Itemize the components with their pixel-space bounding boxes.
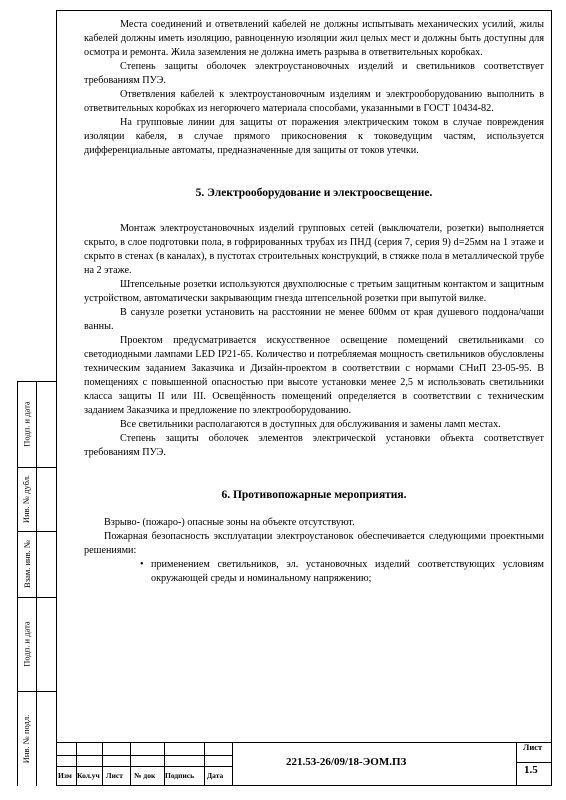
col-n-dok: № док (134, 771, 156, 780)
document-code: 221.53-26/09/18-ЭОМ.ПЗ (286, 756, 407, 768)
document-body (84, 18, 544, 586)
bullet-item (84, 558, 544, 586)
sheet-number: 1.5 (524, 764, 538, 776)
title-block (56, 742, 552, 786)
paragraph: Места соединений и ответвлений кабелей не должны испытывать механических усилий, жилы кабелей должны иметь изоляцию, равноценную изоляции жил целых мест и должны быть доступны для осмотра и ремонта. Жила заземления не должна иметь разрыва в ответвительных коробках. (84, 19, 544, 58)
side-stamp (17, 381, 56, 786)
paragraph: Ответвления кабелей к электроустановочным изделиям и электрооборудованию выполнить в ответвительных коробках из негорючего материала способами, указанными в ГОСТ 10434-82. (84, 89, 544, 114)
bullet-text: применением светильников, эл. установочных изделий соответствующих условиям окружающей среды и номинальному напряжению; (151, 559, 544, 584)
section-5-title: 5. Электрооборудование и электроосвещение. (195, 187, 433, 199)
col-data: Дата (207, 771, 224, 780)
paragraph: Все светильники располагаются в доступных для обслуживания и замены ламп местах. (120, 419, 501, 430)
col-kol-uch: Кол.уч (77, 771, 100, 780)
sheet-label: Лист (523, 742, 543, 752)
paragraph: Взрыво- (пожаро-) опасные зоны на объекте отсутствуют. (104, 517, 355, 528)
paragraph: Степень защиты оболочек элементов электрической установки объекта соответствует требованиям ПУЭ. (84, 433, 544, 458)
paragraph: Штепсельные розетки используются двухполюсные с третьим защитным контактом и защитным устройством, автоматически закрывающим гнезда штепсельной розетки при выпутой вилке. (84, 279, 544, 304)
side-label-inv-podl: Инв. № подл. (21, 714, 32, 763)
side-label-podp-data: Подп. и дата (21, 401, 32, 447)
section-6-title: 6. Противопожарные мероприятия. (221, 489, 407, 501)
col-podpis: Подпись (165, 771, 195, 780)
paragraph: Монтаж электроустановочных изделий групповых сетей (выключатели, розетки) выполняется скрыто, в слое подготовки пола, в гофрированных трубах из ПНД (серия 7, серия 9) d=25мм на 1 этаже и скрыто в стенах (в каналах), в пустотах строительных конструкций, в стяжке пола в металлической трубе на 2 этаже. (84, 223, 544, 276)
paragraph: Проектом предусматривается искусственное освещение помещений светильниками со светодиодными лампами LED IP21-65. Количество и потребляемая мощность светильников обусловлены техническим заданием Заказчика и Дизайн-проектом в соответствии с нормами СНиП 23-05-95. В помещениях с повышенной опасностью при высоте установки менее 2,5 м использовать светильники класса защиты II или III. Освещённость помещений определяется в соответствии с техническим заданием Заказчика и предложение по электрооборудованию. (84, 335, 544, 416)
bullet-icon: • (140, 559, 144, 570)
paragraph: В санузле розетки установить на расстоянии не менее 600мм от края душевого поддона/чаши ванны. (84, 307, 544, 332)
col-list: Лист (106, 771, 123, 780)
side-label-vzam-inv: Взам. инв. № (21, 540, 32, 588)
paragraph: Степень защиты оболочек электроустановочных изделий и светильников соответствует требованиям ПУЭ. (84, 61, 544, 86)
paragraph: На групповые линии для защиты от поражения электрическим током в случае повреждения изоляции кабеля, в случае прямого прикосновения к токоведущим частям, используется дифференциальные автоматы, предназначенные для защиты от токов утечки. (84, 117, 544, 156)
side-label-inv-dubl: Инв. № дубл. (21, 474, 32, 524)
paragraph: Пожарная безопасность эксплуатации электроустановок обеспечивается следующими проектными решениями: (84, 531, 544, 556)
col-izm: Изм (58, 771, 72, 780)
side-label-podp-data-2: Подп. и дата (21, 621, 32, 667)
